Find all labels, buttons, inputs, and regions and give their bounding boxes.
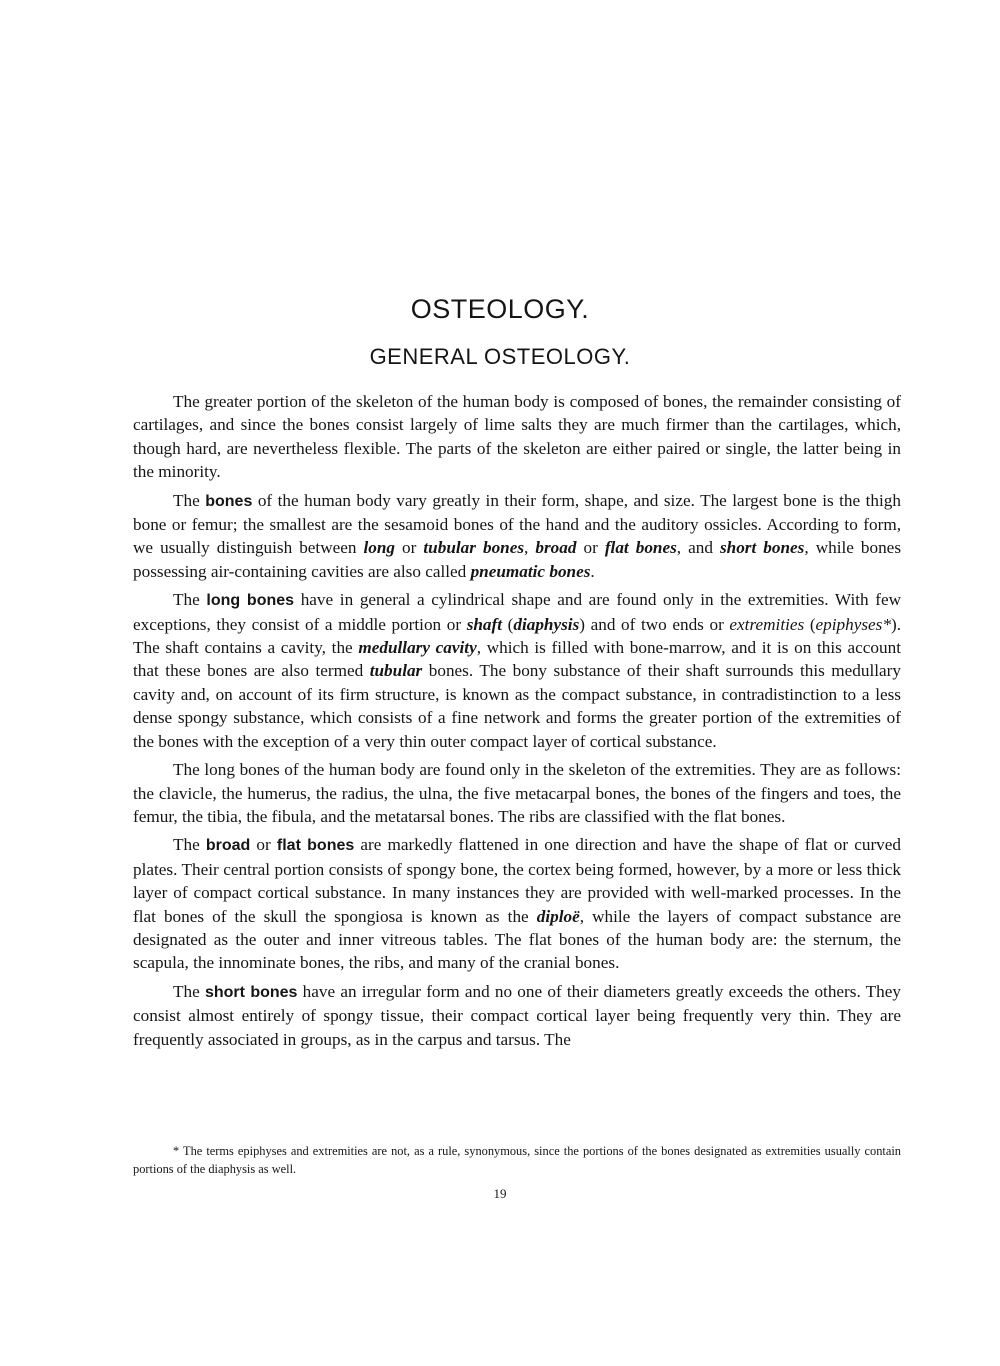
emphasized-term: broad — [535, 538, 577, 558]
text-run: The — [173, 981, 205, 1001]
text-run: have in general a cylindrical shape and are found only in the extremities. With few exceptions, they consist of a middle portion or — [133, 590, 902, 634]
text-run: The — [173, 835, 206, 855]
emphasized-term: extremities — [729, 614, 805, 634]
emphasized-term: broad — [205, 837, 251, 855]
emphasized-term: tubular — [369, 661, 423, 681]
chapter-title: OSTEOLOGY. — [410, 294, 590, 324]
emphasized-term: diploë — [536, 906, 580, 926]
body-text — [133, 390, 901, 1056]
text-run: ( — [502, 614, 514, 634]
text-run: , and — [676, 538, 720, 558]
paragraph-2 — [133, 489, 901, 584]
emphasized-term: tubular bones — [423, 538, 525, 558]
emphasized-term: bones — [205, 492, 253, 510]
emphasized-term: pneumatic bones — [470, 561, 591, 581]
text-run: , while bones possessing air-containing cavities are also called — [133, 538, 902, 581]
text-run: The — [173, 490, 206, 510]
footnote: * The terms epiphyses and extremities are not, as a rule, synonymous, since the portions of the bones designated as extremities usually contain portions of the diaphysis as well. — [133, 1144, 901, 1176]
emphasized-term: diaphysis — [513, 614, 580, 634]
paragraph-4 — [133, 758, 901, 828]
text-run: , while the layers of compact substance are designated as the outer and inner vitreous tables. The flat bones of the human body are: the sternum, the scapula, the innominate bones, the ribs, and many of the cranial bones. — [133, 906, 902, 973]
paragraph-5 — [133, 833, 901, 974]
emphasized-term: long — [363, 538, 396, 558]
emphasized-term: epiphyses* — [815, 614, 891, 634]
text-run: ( — [804, 614, 816, 634]
text-run: . — [590, 561, 595, 581]
text-run: or — [576, 538, 605, 558]
text-run: The — [173, 590, 207, 610]
text-run: ). The shaft contains a cavity, the — [133, 614, 901, 658]
paragraph-1 — [133, 390, 901, 484]
page-number: 19 — [493, 1186, 507, 1201]
section-title: GENERAL OSTEOLOGY. — [369, 344, 631, 369]
text-run: The long bones of the human body are found only in the skeleton of the extremities. They are as follows: the clavicle, the humerus, the radius, the ulna, the five metacarpal bones, the bones of the fingers and toes, the femur, the tibia, the fibula, and the metatarsal bones. The ribs are classified with the flat bones. — [133, 760, 901, 826]
text-run: ) and of two ends or — [579, 614, 730, 634]
text-run: or — [395, 538, 424, 558]
text-run: bones. The bony substance of their shaft surrounds this medullary cavity and, on account of its firm structure, is known as the compact substance, in contradistinction to a less dense spongy substance, which consists of a fine network and forms the greater portion of the extremities of the bones with the exception of a very thin outer compact layer of cortical substance. — [133, 661, 901, 751]
emphasized-term: shaft — [466, 614, 503, 634]
text-run: have an irregular form and no one of their diameters greatly exceeds the others. They consist almost entirely of spongy tissue, their compact cortical layer being frequently very thin. They are frequently associated in groups, as in the carpus and tarsus. The — [133, 981, 901, 1049]
emphasized-term: short bones — [719, 538, 805, 558]
paragraph-6 — [133, 980, 901, 1051]
emphasized-term: medullary cavity — [358, 638, 477, 658]
text-run: The greater portion of the skeleton of the human body is composed of bones, the remainder consisting of cartilages, and since the bones consist largely of lime salts they are much firmer than the cartilages, which, though hard, are nevertheless flexible. The parts of the skeleton are either paired or single, the latter being in the minority. — [133, 392, 901, 482]
paragraph-3 — [133, 588, 901, 753]
text-run: of the human body vary greatly in their form, shape, and size. The largest bone is the thigh bone or femur; the smallest are the sesamoid bones of the hand and the auditory ossicles. According to form, we usually distinguish between — [133, 490, 901, 558]
emphasized-term: flat bones — [276, 837, 355, 855]
text-run: are markedly flattened in one direction and have the shape of flat or curved plates. Their central portion consists of spongy bone, the cortex being formed, however, by a more or less thick layer of compact cortical substance. In many instances they are provided with well-marked processes. In the flat bones of the skull the spongiosa is known as the — [133, 835, 901, 926]
text-run: or — [250, 835, 277, 855]
text-run: , — [524, 538, 536, 558]
text-run: , which is filled with bone-marrow, and it is on this account that these bones are also termed — [133, 638, 901, 681]
emphasized-term: flat bones — [604, 538, 677, 558]
emphasized-term: long bones — [206, 592, 295, 610]
emphasized-term: short bones — [204, 983, 298, 1001]
